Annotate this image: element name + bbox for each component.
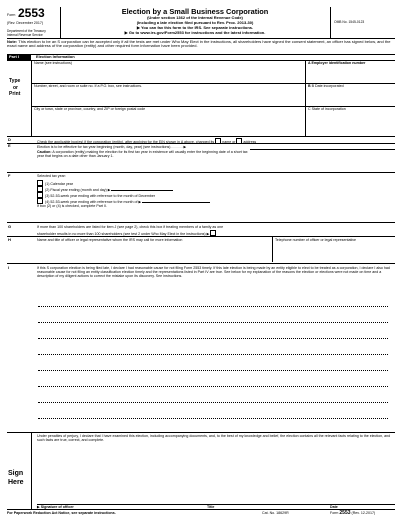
line-g-letter: G (8, 224, 12, 229)
line-f-note: If box (2) or (4) is checked, complete Part II. (37, 204, 107, 208)
date-label: Date (330, 505, 338, 509)
dept-line2: Internal Revenue Service (7, 33, 43, 37)
explanation-line (38, 306, 388, 307)
form-title: Election by a Small Business Corporation (121, 7, 269, 16)
instruction-web: ▶ Go to www.irs.gov/Form2553 for instructions and the latest information. (124, 30, 266, 35)
line-e-text: Election is to be effective for tax year beginning (month, day, year) (see instructions) . . . . . . ▶ (37, 144, 187, 149)
footer-notice: For Paperwork Reduction Act Notice, see separate instructions. (7, 511, 116, 515)
line-e-letter: E (8, 143, 11, 148)
tax-year-option-1: (1) Calendar year (37, 180, 73, 186)
date-incorporated-label: B B Date incorporated (308, 84, 344, 88)
explanation-line (38, 418, 388, 419)
state-incorporation-input[interactable] (307, 112, 395, 134)
footer-cat-number: Cat. No. 18629R (262, 511, 289, 515)
instruction-fax: ▶ You can fax this form to the IRS. See separate instructions. (136, 25, 254, 30)
line-f-text: Selected tax year: (37, 174, 66, 178)
explanation-line (38, 354, 388, 355)
date-input[interactable] (330, 446, 393, 504)
phone-input[interactable] (275, 248, 393, 260)
explanation-line (38, 370, 388, 371)
type-or-print: Type or Print (9, 78, 21, 98)
address-changed-label: address (243, 140, 257, 144)
note-text (7, 40, 395, 49)
omb-number: OMB No. 1545-0123 (334, 20, 365, 24)
line-h-text: Name and title of officer or legal representative whom the IRS may call for more information (37, 238, 183, 242)
officer-name-input[interactable] (37, 245, 269, 260)
part1-title: Election Information (36, 53, 75, 59)
note-body: This election to be an S corporation can be accepted only if all the tests are met under Who May Elect in the instructions, all shareholders have signed the consent statement, an officer has signed below, and the exact name and address of the corporation (entity) and other required form information have been provided. (7, 38, 391, 49)
line-d-letter: D (8, 136, 11, 142)
title-label: Title (207, 505, 215, 509)
name-label: Name (see instructions) (34, 61, 72, 65)
ein-input[interactable] (307, 66, 395, 82)
note-label: Note: (7, 38, 18, 44)
line-f-letter: F (8, 173, 11, 178)
name-input[interactable] (33, 66, 303, 82)
explanation-line (38, 402, 388, 403)
city-label: City or town, state or province, country, and ZIP or foreign postal code (34, 107, 146, 111)
city-input[interactable] (33, 112, 303, 134)
ein-label: A Employer identification number (308, 61, 366, 65)
street-input[interactable] (33, 89, 303, 105)
title-input[interactable] (207, 446, 327, 504)
form-number: 2553 (18, 6, 45, 20)
explanation-line (38, 386, 388, 387)
form-word: Form (7, 13, 16, 17)
part1-label: Part I (7, 55, 31, 60)
state-incorporation-label: C State of incorporation (308, 107, 346, 111)
line-e-caution: Caution: A corporation (entity) making the election for its first tax year in existence will usually enter the beginning date of a short tax year that begins on a date other than January 1. (37, 150, 248, 159)
form-subtitle1: (Under section 1362 of the Internal Revenue Code) (147, 15, 243, 20)
signature-label: ▶ Signature of officer (37, 505, 74, 509)
tax-year-option-2: (2) Fiscal year ending (month and day) ▶ (37, 186, 173, 192)
line-d-text: Check the applicable box(es) if the corporation (entity), after applying for the EIN shown in A above, changed its (37, 140, 215, 144)
line-g-row2: shareholder results in no more than 100 shareholders (see test 2 under Who May Elect in the instructions) ▶ (37, 230, 217, 236)
week-year-month-input[interactable] (142, 199, 210, 203)
rev-date: (Rev. December 2017) (7, 21, 44, 25)
line-g-text-1: If more than 100 shareholders are listed for item J (see page 2), check this box if treating members of a family as one (37, 225, 224, 229)
footer-form-id: Form 2553 (Rev. 12-2017) (330, 509, 376, 516)
effective-date-input[interactable] (250, 144, 395, 150)
name-changed-label: name or (222, 140, 236, 144)
line-i-letter: I (8, 265, 10, 270)
perjury-statement: Under penalties of perjury, I declare that I have examined this election, including accompanying documents, and, to the best of my knowledge and belief, the election contains all the relevant facts relating to the election, and such facts are true, correct, and complete. (37, 434, 391, 443)
line-h-letter: H (8, 237, 11, 242)
date-incorporated-input[interactable] (307, 89, 395, 105)
fiscal-year-ending-input[interactable] (111, 187, 173, 191)
line-i-text: If this S corporation election is being filed late, I declare I had reasonable cause for not filing Form 2553 timely. If this late election is being made by an entity eligible to elect to be treated as a corporation, I declare I also had reasonable cause for not filing an entity classification election timely and the representations listed in Part IV are true. See below for my explanation of the reasons the election or elections were not made on time and a description of my diligent actions to correct the mistake upon its discovery. See instructions. (37, 266, 390, 279)
tax-year-option-3: (3) 52-53-week year ending with reference to the month of December (37, 192, 155, 198)
explanation-line (38, 322, 388, 323)
street-label: Number, street, and room or suite no. If a P.O. box, see instructions. (34, 84, 142, 88)
signature-input[interactable] (37, 446, 197, 504)
tax-year-option-4: (4) 52-53-week year ending with reference to the month of ▶ (37, 198, 210, 204)
dept-line1: Department of the Treasury (7, 29, 46, 33)
sign-here: Sign Here (8, 470, 24, 486)
phone-label: Telephone number of officer or legal representative (275, 238, 357, 242)
form-subtitle2: (Including a late election filed pursuant to Rev. Proc. 2013-30) (136, 19, 254, 25)
explanation-line (38, 338, 388, 339)
